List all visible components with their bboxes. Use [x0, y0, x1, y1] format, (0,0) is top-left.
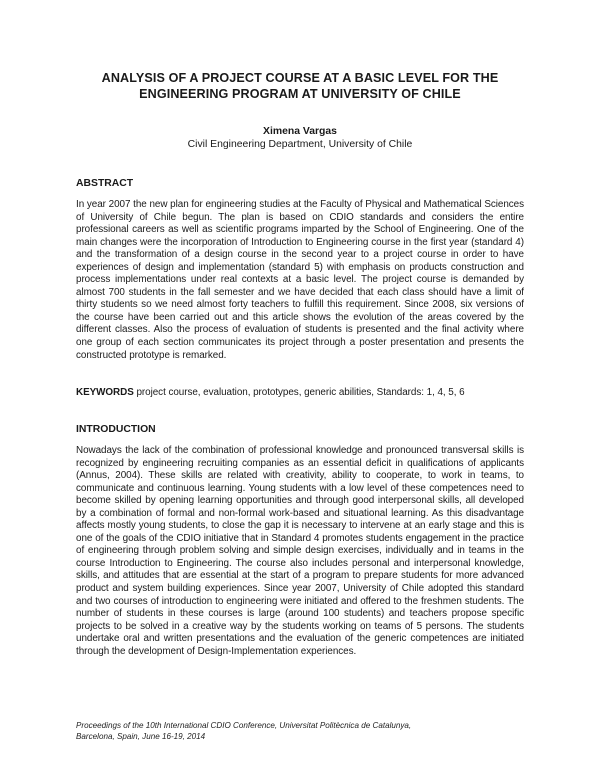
keywords-label: KEYWORDS	[76, 387, 134, 398]
abstract-text: In year 2007 the new plan for engineering studies at the Faculty of Physical and Mathematical Sciences of University of Chile begun. The plan is based on CDIO standards and considers the entire professional careers as well as scientific programs imparted by the School of Engineering. One of the main changes were the incorporation of Introduction to Engineering course in the first year (standard 4) and the transformation of a design course in the second year to a project course in order to have experiences of design and implementation (standard 5) with emphasis on products construction and process implementations under real contexts at a basic level. The project course is demanded by almost 700 students in the fall semester and we have decided that each class should have a limit of thirty students so we need almost forty teachers to fulfill this requirement. Since 2008, six versions of the course have been carried out and this article shows the evolution of the areas covered by the different classes. Also the process of evaluation of students is presented and the final activity where one group of each section communicates its project through a poster presentation and presents the constructed prototype is remarked.	[76, 199, 524, 361]
keywords-line	[76, 387, 524, 400]
introduction-heading: INTRODUCTION	[76, 424, 156, 435]
introduction-text: Nowadays the lack of the combination of professional knowledge and pronounced transversal skills is recognized by engineering recruiting companies as an essential deficit in qualifications of applicants (Annus, 2004). These skills are related with creativity, ability to cooperate, to work in teams, to communicate and continuous learning. Young students with a low level of these competences need to become skilled by opening learning opportunities and through good interpersonal skills, all developed by a combination of formal and non-formal work-based and situational learning. As this disadvantage affects mostly young students, to close the gap it is necessary to intervene at an early stage and this is one of the goals of the CDIO initiative that in Standard 4 promotes students engagement in the practice of engineering through problem solving and simple design exercises, individually and in teams in the course Introduction to Engineering. The course also includes personal and interpersonal knowledge, skills, and attitudes that are essential at the start of a program to prepare students for more advanced product and system building experiences. Since year 2007, University of Chile adopted this standard and two courses of introduction to engineering were initiated and offered to the freshmen students. The number of students in these courses is large (around 100 students) and teachers propose specific projects to be solved in a creative way by the students working on teams of 5 persons. The students undertake oral and written presentations and the evaluation of the generic competences are initiated through the development of Design-Implementation experiences.	[76, 445, 524, 657]
paper-title: ANALYSIS OF A PROJECT COURSE AT A BASIC LEVEL FOR THE ENGINEERING PROGRAM AT UNIVERSITY OF CHILE	[101, 71, 499, 101]
keywords-text: project course, evaluation, prototypes, generic abilities, Standards: 1, 4, 5, 6	[136, 387, 465, 398]
page-footer	[76, 721, 524, 742]
abstract-heading: ABSTRACT	[76, 178, 134, 189]
footer-location: Barcelona, Spain, June 16-19, 2014	[76, 731, 206, 741]
author-affiliation: Civil Engineering Department, University of Chile	[187, 139, 413, 150]
footer-proceedings: Proceedings of the 10th International CDIO Conference, Universitat Politècnica de Catalunya,	[76, 721, 412, 730]
author-name: Ximena Vargas	[263, 126, 337, 137]
